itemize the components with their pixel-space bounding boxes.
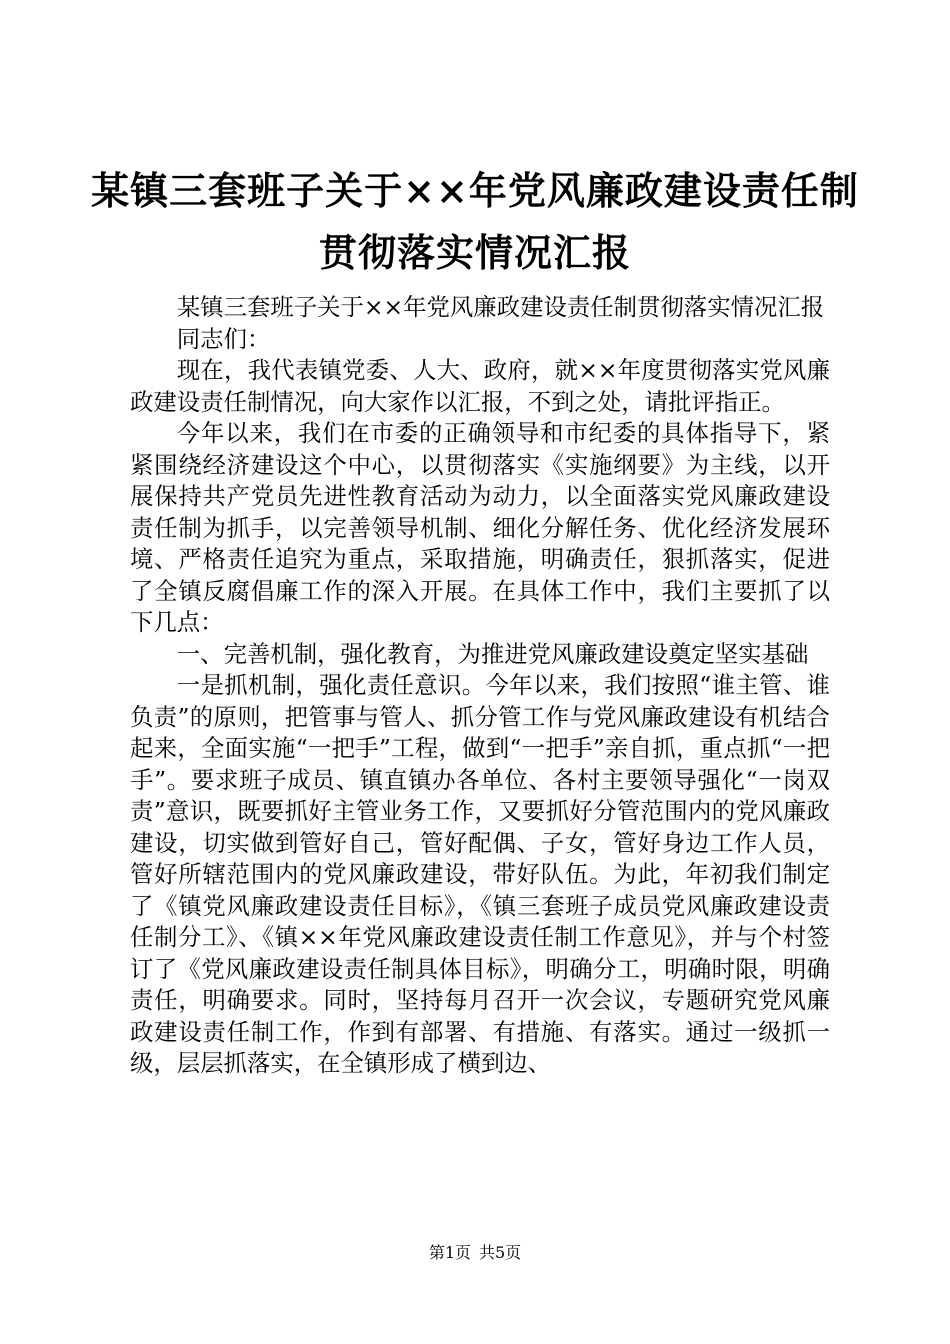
page-total: 共5页: [479, 1243, 522, 1262]
paragraph-subtitle: 某镇三套班子关于××年党风廉政建设责任制贯彻落实情况汇报: [176, 293, 825, 321]
section-heading-1: 一、完善机制，强化教育，为推进党风廉政建设奠定坚实基础: [176, 639, 809, 668]
paragraph-overview: 今年以来，我们在市委的正确领导和市纪委的具体指导下，紧紧围绕经济建设这个中心，以贯彻落实《实施纲要》为主线，以开展保持共产党员先进性教育活动为动力，以全面落实党风廉政建设责任制为抓手，以完善领导机制、细化分解任务、优化经济发展环境、严格责任追究为重点，采取措施，明确责任，狠抓落实，促进了全镇反腐倡廉工作的深入开展。在具体工作中，我们主要抓了以下几点：: [130, 419, 830, 636]
title-line-2: 贯彻落实情况汇报: [318, 230, 631, 275]
paragraph-intro: 现在，我代表镇党委、人大、政府，就××年度贯彻落实党风廉政建设责任制情况，向大家作以汇报，不到之处，请批评指正。: [130, 356, 830, 416]
document-body: [130, 292, 830, 1080]
title-line-1: 某镇三套班子关于××年党风廉政建设责任制: [91, 168, 859, 213]
page-number: 第1页: [428, 1243, 471, 1262]
page-footer: [0, 1243, 950, 1263]
document-title: [90, 160, 860, 284]
paragraph-mechanism: 一是抓机制，强化责任意识。今年以来，我们按照“谁主管、谁负责”的原则，把管事与管人、抓分管工作与党风廉政建设有机结合起来，全面实施“一把手”工程，做到“一把手”亲自抓，重点抓“一把手”。要求班子成员、镇直镇办各单位、各村主要领导强化“一岗双责”意识，既要抓好主管业务工作，又要抓好分管范围内的党风廉政建设，切实做到管好自己，管好配偶、子女，管好身边工作人员，管好所辖范围内的党风廉政建设，带好队伍。为此，年初我们制定了《镇党风廉政建设责任目标》，《镇三套班子成员党风廉政建设责任制分工》、《镇××年党风廉政建设责任制工作意见》，并与个村签订了《党风廉政建设责任制具体目标》，明确分工，明确时限，明确责任，明确要求。同时，坚持每月召开一次会议，专题研究党风廉政建设责任制工作，作到有部署、有措施、有落实。通过一级抓一级，层层抓落实，在全镇形成了横到边、: [130, 671, 830, 1077]
paragraph-salutation: 同志们：: [176, 324, 271, 353]
